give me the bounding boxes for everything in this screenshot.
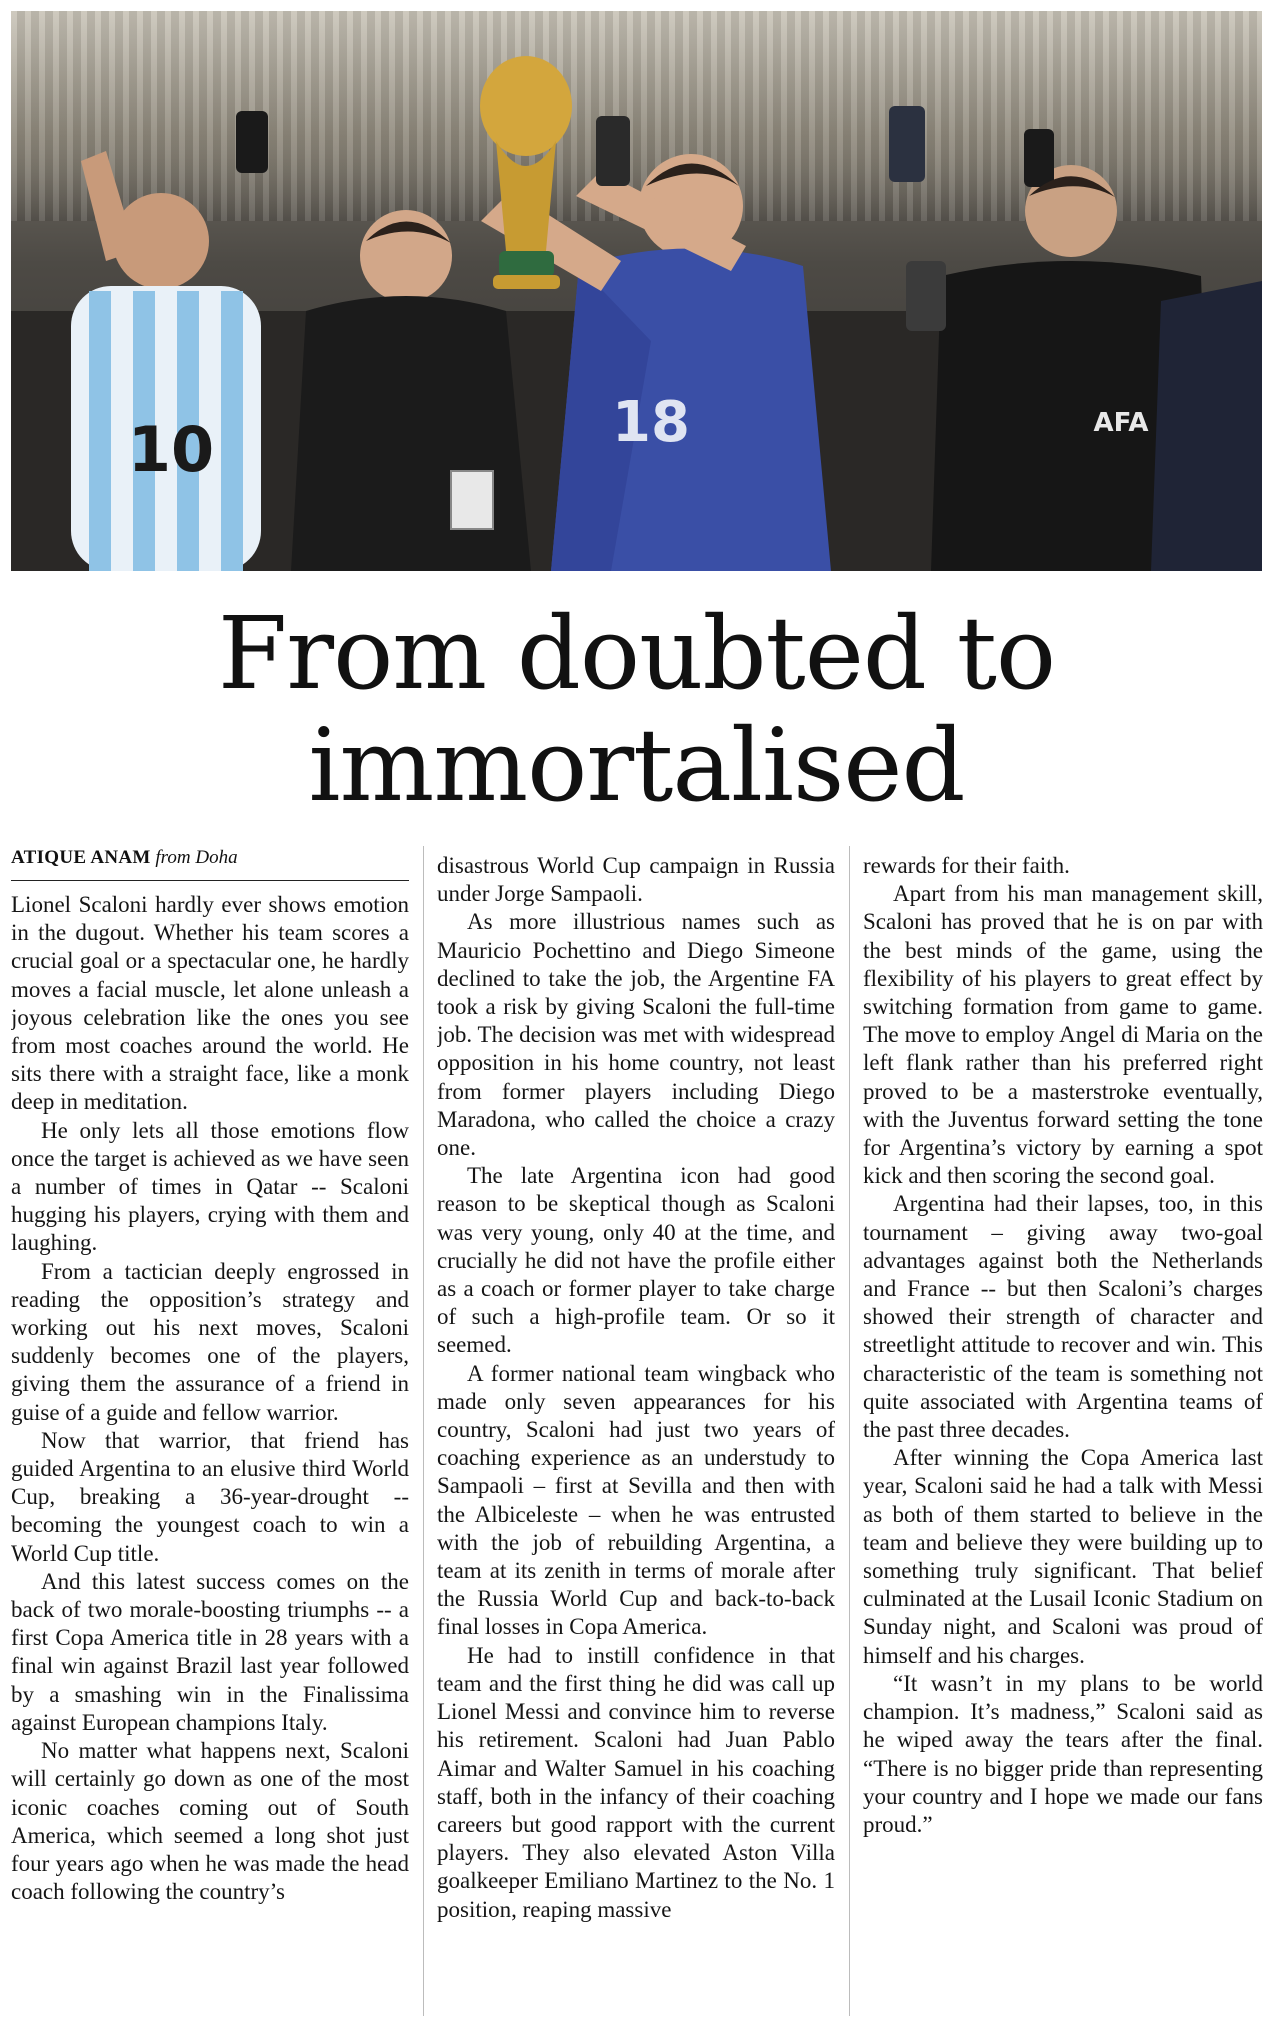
article-column-2 [437, 852, 835, 2022]
paragraph: “It wasn’t in my plans to be world champion. It’s madness,” Scaloni said as he wiped away the tears after the final. “There is no bigger pride than representing your country and I hope we made our fans proud.” [863, 1670, 1263, 1837]
crowd-illustration [11, 11, 1262, 571]
article-column-1 [11, 846, 409, 2016]
paragraph: No matter what happens next, Scaloni will certainly go down as one of the most iconic coaches coming out of South America, which seemed a long shot just four years ago when he was made the head coach following the country’s [11, 1738, 409, 1905]
column-divider [849, 846, 850, 2016]
headline-line-1: From doubted to [217, 595, 1056, 712]
paragraph: As more illustrious names such as Mauricio Pochettino and Diego Simeone declined to take the job, the Argentine FA took a risk by giving Scaloni the full-time job. The decision was met with widespread opposition in his home country, not least from former players including Diego Maradona, who called the choice a crazy one. [437, 909, 835, 1161]
byline [11, 846, 409, 881]
staff-black-shirt [291, 210, 531, 571]
paragraph: rewards for their faith. [863, 853, 1070, 878]
crest-text-right: AFA [1093, 408, 1149, 438]
paragraph: Lionel Scaloni hardly ever shows emotion in the dugout. Whether his team scores a crucial goal or a spectacular one, he hardly moves a facial muscle, let alone unleash a joyous celebration like the ones you see from most coaches around the world. He sits there with a straight face, like a monk deep in meditation. [11, 892, 409, 1115]
headline-line-2: immortalised [308, 707, 965, 824]
shirt-number-center: 18 [612, 390, 690, 455]
article-column-3 [863, 852, 1263, 2022]
paragraph: disastrous World Cup campaign in Russia under Jorge Sampaoli. [437, 853, 835, 907]
paragraph: And this latest success comes on the back of two morale-boosting triumphs -- a first Copa America title in 28 years with a final win against Brazil last year followed by a smashing win in the Finalissima against European champions Italy. [11, 1568, 409, 1735]
paragraph: He had to instill confidence in that team and the first thing he did was call up Lionel Messi and convince him to reverse his retirement. Scaloni had Juan Pablo Aimar and Walter Samuel in his coaching staff, both in the infancy of their coaching careers but good rapport with the current players. They also elevated Aston Villa goalkeeper Emiliano Martinez to the No. 1 position, reaping massive [437, 1642, 835, 1922]
paragraph: Argentina had their lapses, too, in this tournament – giving away two-goal advantages against both the Netherlands and France -- but then Scaloni’s charges showed their strength of character and streetlight attitude to recover and win. This characteristic of the team is something not quite associated with Argentina teams of the past three decades. [863, 1191, 1263, 1443]
byline-author: ATIQUE ANAM [11, 847, 151, 868]
headline [11, 595, 1262, 824]
paragraph: Apart from his man management skill, Scaloni has proved that he is on par with the best minds of the game, using the flexibility of his players to great effect by switching formation from game to game. The move to employ Angel di Maria on the left flank rather than his preferred right proved to be a masterstroke eventually, with the Juventus forward setting the tone for Argentina’s victory by earning a spot kick and then scoring the second goal. [863, 881, 1263, 1189]
paragraph: From a tactician deeply engrossed in reading the opposition’s strategy and working out his next moves, Scaloni suddenly becomes one of the players, giving them the assurance of a friend in guise of a guide and fellow warrior. [11, 1258, 409, 1425]
paragraph: The late Argentina icon had good reason to be skeptical though as Scaloni was very young, only 40 at the time, and crucially he did not have the profile either as a coach or former player to take charge of such a high-profile team. Or so it seemed. [437, 1163, 835, 1358]
paragraph: He only lets all those emotions flow once the target is achieved as we have seen a number of times in Qatar -- Scaloni hugging his players, crying with them and laughing. [11, 1117, 409, 1256]
shirt-number-left: 10 [127, 413, 215, 486]
paragraph: After winning the Copa America last year, Scaloni said he had a talk with Messi as both of them started to believe in the team and believe they were building up to something truly significant. That belief culminated at the Lusail Iconic Stadium on Sunday night, and Scaloni was proud of himself and his charges. [863, 1445, 1263, 1668]
celebration-photo [11, 11, 1262, 571]
paragraph: Now that warrior, that friend has guided Argentina to an elusive third World Cup, breaking a 36-year-drought -- becoming the youngest coach to win a World Cup title. [11, 1427, 409, 1566]
paragraph: A former national team wingback who made only seven appearances for his country, Scaloni had just two years of coaching experience as an understudy to Sampaoli – first at Sevilla and then with the Albiceleste – when he was entrusted with the job of rebuilding Argentina, a team at its zenith in terms of morale after the Russia World Cup and back-to-back final losses in Copa America. [437, 1360, 835, 1640]
byline-location: from Doha [155, 847, 238, 868]
column-divider [423, 846, 424, 2016]
player-striped-shirt [71, 193, 261, 571]
